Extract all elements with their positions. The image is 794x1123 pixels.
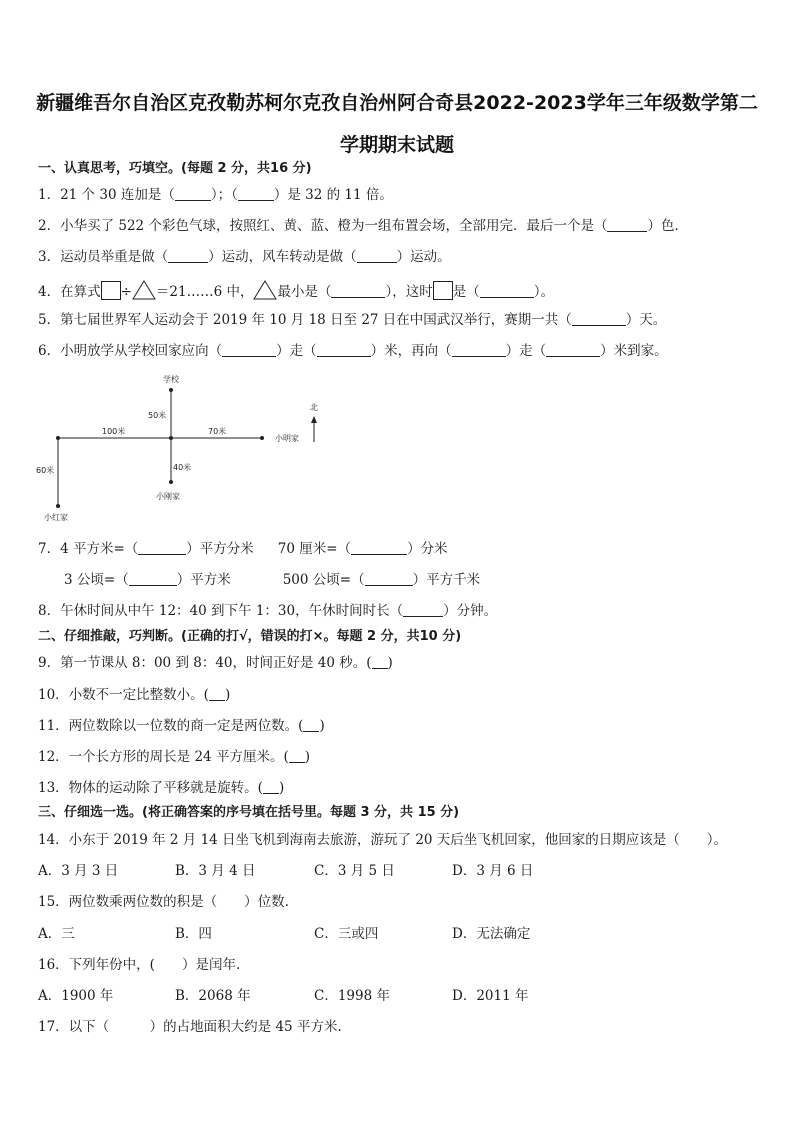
question-7-row-1 [38,540,448,558]
square-box-icon [433,281,453,300]
map-label-50m: 50米 [148,411,167,420]
question-4-text-d: 最小是（ [277,284,332,300]
question-1 [38,186,393,204]
question-7-text-b4: ）平方千米 [412,572,481,588]
question-15-option-c[interactable]: C．三或四 [314,926,379,942]
question-10-text-a: 10．小数不一定比整数小。( [38,687,209,703]
question-2-text-b: ）色． [647,218,688,234]
question-7-text-a2: ）平方分米 [186,541,254,557]
question-14-option-d[interactable]: D．3 月 6 日 [452,863,534,879]
question-6-text-d: ）走（ [505,343,547,359]
question-4-text-g: ）。 [533,284,554,300]
question-8-text-b: ）分钟。 [443,603,498,619]
exam-title-line2: 学期期末试题 [339,134,454,156]
question-11 [38,717,325,735]
question-7-text-b3: 500 公顷=（ [282,572,365,588]
question-16-option-c[interactable]: C．1998 年 [314,988,390,1004]
question-5-text-b: ）天。 [625,312,667,328]
answer-blank[interactable] [572,313,626,326]
map-label-40m: 40米 [173,463,192,472]
map-label-school: 学校 [163,375,179,384]
map-point-xiaogang [169,480,173,484]
question-10-text-b: ) [224,687,231,703]
triangle-icon [253,280,277,300]
answer-blank[interactable] [222,344,276,357]
question-9-text-a: 9．第一节课从 8：00 到 8：40，时间正好是 40 秒。( [38,655,372,671]
question-6-text-c: ）米，再向（ [370,343,452,359]
answer-blank[interactable] [289,750,305,763]
square-box-icon [101,281,121,300]
question-7-text-b2: ）平方米 [176,572,231,588]
map-label-xiaogang: 小刚家 [156,492,180,501]
question-14-option-b[interactable]: B．3 月 4 日 [175,863,256,879]
map-label-100m: 100米 [102,427,126,436]
question-16-option-a[interactable]: A．1900 年 [38,988,114,1004]
map-label-xiaoming: 小明家 [275,434,299,443]
map-label-north: 北 [310,403,318,412]
question-13-text-a: 13．物体的运动除了平移就是旋转。( [38,780,263,796]
answer-blank[interactable] [452,344,506,357]
question-8-text-a: 8．午休时间从中午 12：40 到下午 1：30，午休时间时长（ [38,603,404,619]
question-8 [38,602,497,620]
question-9-text-b: ) [387,655,393,671]
question-12-text-b: ) [304,749,310,765]
question-6 [38,342,668,360]
map-label-60m: 60米 [36,466,55,475]
answer-blank[interactable] [175,188,211,201]
question-9 [38,654,393,672]
question-4-text-f: 是（ [452,284,480,300]
question-12 [38,748,310,766]
map-junction-left [56,436,60,440]
question-4 [38,280,554,301]
question-3-text-b: ）运动，风车转动是做（ [208,249,357,265]
question-14-option-a[interactable]: A．3 月 3 日 [38,863,119,879]
answer-blank[interactable] [607,219,647,232]
answer-blank[interactable] [238,188,274,201]
section-true-false-heading: 二、仔细推敲，巧判断。(正确的打√，错误的打×。每题 2 分，共10 分) [38,629,462,644]
question-4-divide: ÷ [120,284,132,300]
north-arrowhead-icon [311,416,317,423]
question-15-option-d[interactable]: D．无法确定 [452,926,531,942]
question-10 [38,686,230,704]
answer-blank[interactable] [546,344,600,357]
question-2 [38,217,688,235]
section-choice-heading: 三、仔细选一选。(将正确答案的序号填在括号里。每题 3 分，共 15 分) [38,805,460,820]
question-3-text-c: ）运动。 [396,249,451,265]
question-13 [38,779,284,797]
question-1-text-b: ）；（ [210,187,238,203]
answer-blank[interactable] [351,542,407,555]
map-point-xiaohong [56,504,60,508]
answer-blank[interactable] [357,250,397,263]
question-2-text-a: 2．小华买了 522 个彩色气球，按照红、黄、蓝、橙为一组布置会场，全部用完．最后一个是（ [38,218,608,234]
question-5-text-a: 5．第七届世界军人运动会于 2019 年 10 月 18 日至 27 日在中国武汉举行，赛期一共（ [38,312,572,328]
question-7-row-2 [64,571,480,589]
question-15-option-b[interactable]: B．四 [175,926,212,942]
question-14-option-c[interactable]: C．3 月 5 日 [314,863,395,879]
question-13-text-b: ) [278,780,285,796]
answer-blank[interactable] [317,344,371,357]
question-3 [38,248,451,266]
question-5 [38,311,666,329]
question-16-option-d[interactable]: D．2011 年 [452,988,529,1004]
answer-blank[interactable] [372,656,388,669]
question-11-text-b: ) [319,718,325,734]
question-1-text-a: 1．21 个 30 连加是（ [38,187,175,203]
answer-blank[interactable] [303,719,319,732]
exam-title-line1: 新疆维吾尔自治区克孜勒苏柯尔克孜自治州阿合奇县2022-2023学年三年级数学第二 [36,92,758,114]
question-7-text-b1: 3 公顷=（ [64,572,129,588]
section-fill-in-heading: 一、认真思考，巧填空。(每题 2 分，共16 分) [38,161,312,176]
question-7-text-a4: ）分米 [407,541,448,557]
question-4-text-e: ），这时 [385,284,433,300]
answer-blank[interactable] [138,542,186,555]
question-7-text-a3: 70 厘米=（ [277,541,352,557]
question-16-option-b[interactable]: B．2068 年 [175,988,251,1004]
answer-blank[interactable] [403,604,443,617]
question-3-text-a: 3．运动员举重是做（ [38,249,169,265]
question-7-text-a1: 7．4 平方米=（ [38,541,139,557]
map-point-xiaoming [260,436,264,440]
question-16-stem: 16．下列年份中，( ）是闰年. [38,957,241,973]
map-label-xiaohong: 小红家 [44,513,68,522]
question-6-text-a: 6．小明放学从学校回家应向（ [38,343,223,359]
answer-blank[interactable] [365,573,413,586]
question-15-stem: 15．两位数乘两位数的积是（ ）位数. [38,894,289,910]
answer-blank[interactable] [263,781,279,794]
answer-blank[interactable] [480,285,534,298]
map-junction-center [169,436,173,440]
question-4-text-a: 4．在算式 [38,284,101,300]
question-12-text-a: 12．一个长方形的周长是 24 平方厘米。( [38,749,289,765]
answer-blank[interactable] [209,688,225,701]
question-4-text-c: ＝21……6 中， [155,284,254,300]
answer-blank[interactable] [129,573,177,586]
question-14-stem: 14．小东于 2019 年 2 月 14 日坐飞机到海南去旅游，游玩了 20 天后坐飞机回家，他回家的日期应该是（ ）。 [38,832,728,848]
answer-blank[interactable] [168,250,208,263]
question-15-option-a[interactable]: A．三 [38,926,75,942]
map-label-70m: 70米 [208,427,227,436]
question-1-text-c: ）是 32 的 11 倍。 [273,187,393,203]
question-11-text-a: 11．两位数除以一位数的商一定是两位数。( [38,718,304,734]
map-point-school [169,388,173,392]
triangle-icon [132,280,156,300]
answer-blank[interactable] [331,285,385,298]
question-17-stem: 17．以下（ ）的占地面积大约是 45 平方米. [38,1019,342,1035]
route-map-diagram [30,370,330,530]
question-6-text-e: ）米到家。 [600,343,668,359]
question-6-text-b: ）走（ [276,343,317,359]
